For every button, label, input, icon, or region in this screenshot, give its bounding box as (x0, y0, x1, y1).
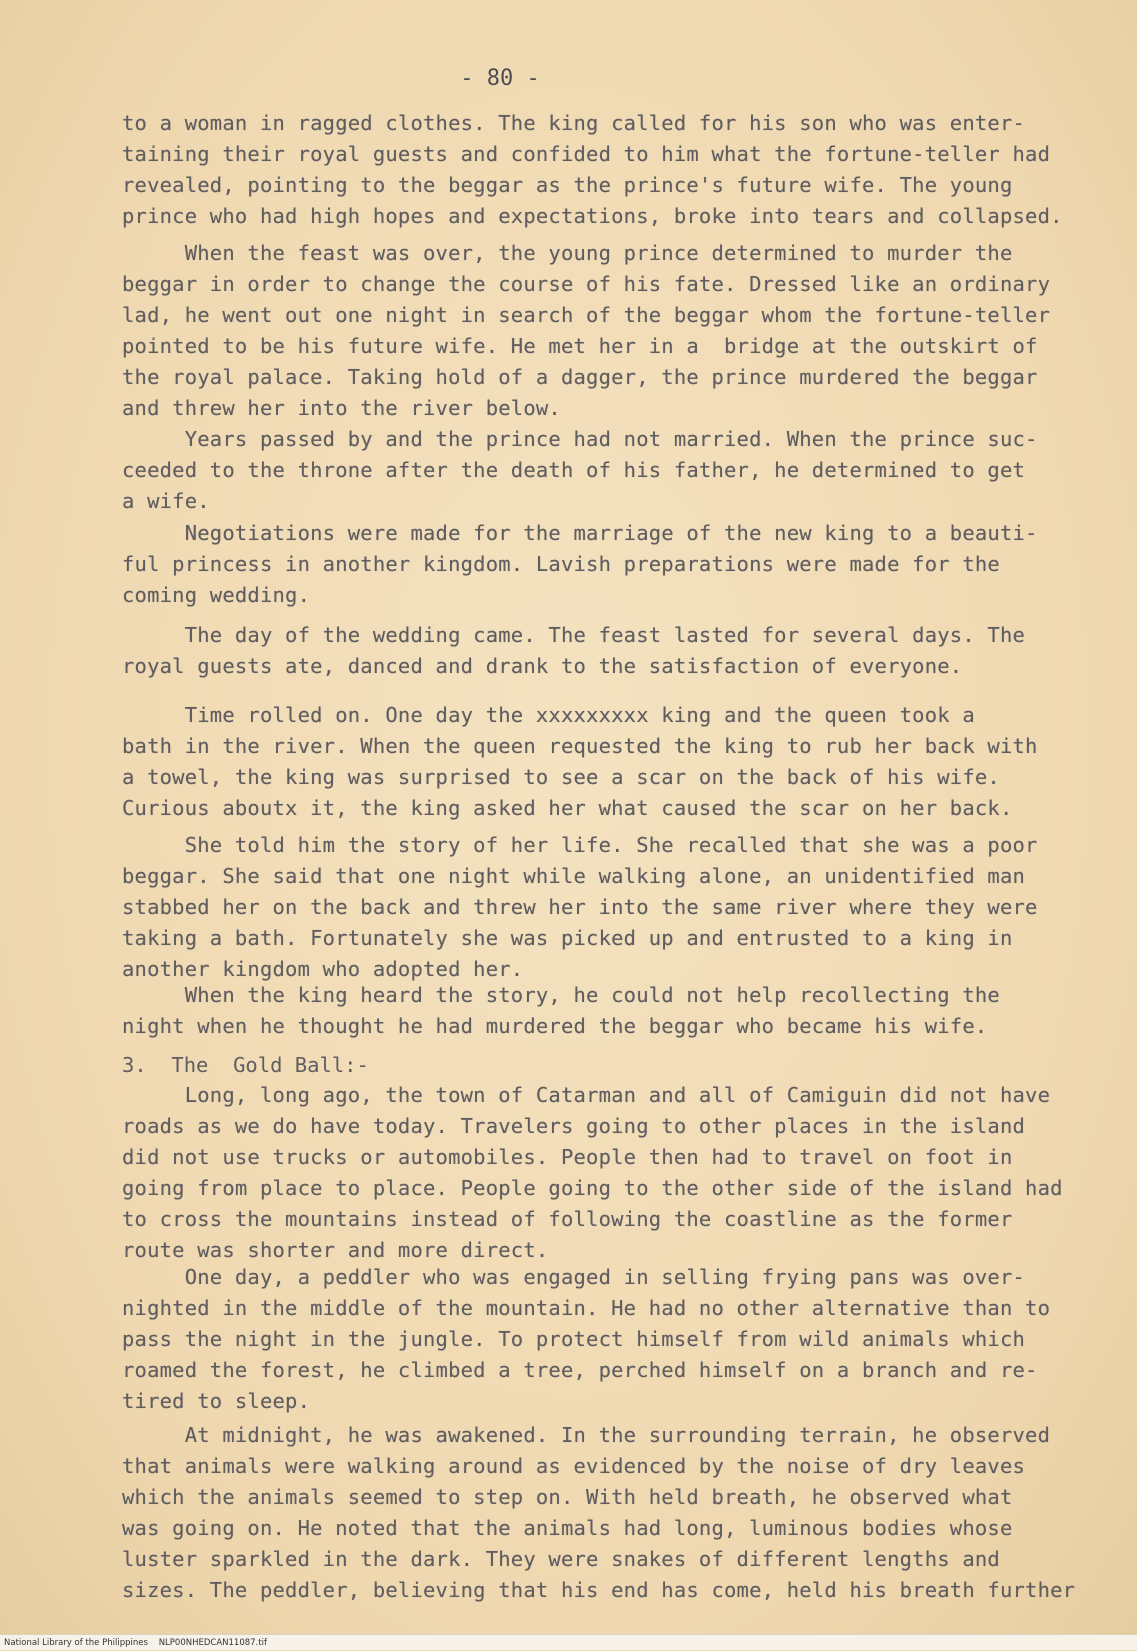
section-paragraph-2: One day, a peddler who was engaged in selling frying pans was over- nighted in the middle of the mountain. He had no other alternative than to pass the night in the jungle. To protect himself from wild animals which roamed the forest, he climbed a tree, perched himself on a branch and re- tired to sleep. (122, 1265, 1051, 1413)
paragraph-1: to a woman in ragged clothes. The king called for his son who was enter- taining their royal guests and confided to him what the fortune-teller had revealed, pointing to the beggar as the prince's future wife. The young prince who had high hopes and expectations, broke into tears and collapsed. (122, 111, 1063, 228)
paragraph-8: When the king heard the story, he could not help recollecting the night when he thought he had murdered the beggar who became his wife. (122, 983, 1000, 1038)
section-paragraph-1: Long, long ago, the town of Catarman and all of Camiguin did not have roads as we do have today. Travelers going to other places in the island did not use trucks or automobiles. People then had to travel on foot in going from place to place. People going to the other side of the island had to cross the mountains instead of following the coastline as the former route was shorter and more direct. (122, 1083, 1063, 1262)
paragraph-4: Negotiations were made for the marriage of the new king to a beauti- ful princess in another kingdom. Lavish preparations were made for the coming wedding. (122, 521, 1038, 607)
paragraph-2: When the feast was over, the young prince determined to murder the beggar in order to change the course of his fate. Dressed like an ordinary lad, he went out one night in search of the beggar whom the fortune-teller pointed to be his future wife. He met her in a bridge at the outskirt of the royal palace. Taking hold of a dagger, the prince murdered the beggar and threw her into the river below. (122, 241, 1051, 420)
section-heading: 3. The Gold Ball:- (122, 1053, 369, 1077)
archive-footer: National Library of the Philippines NLP00NHEDCAN11087.tif (0, 1634, 1137, 1650)
paragraph-6: Time rolled on. One day the xxxxxxxxx king and the queen took a bath in the river. When the queen requested the king to rub her back with a towel, the king was surprised to see a scar on the back of his wife. Curious aboutx it, the king asked her what caused the scar on her back. (122, 703, 1038, 820)
page-number: - 80 - (460, 66, 540, 91)
paragraph-3: Years passed by and the prince had not married. When the prince suc- ceeded to the throne after the death of his father, he determined to get a wife. (122, 427, 1038, 513)
section-paragraph-3: At midnight, he was awakened. In the surrounding terrain, he observed that animals were walking around as evidenced by the noise of dry leaves which the animals seemed to step on. With held breath, he observed what was going on. He noted that the animals had long, luminous bodies whose luster sparkled in the dark. They were snakes of different lengths and sizes. The peddler, believing that his end has come, held his breath further (122, 1423, 1076, 1602)
paragraph-7: She told him the story of her life. She recalled that she was a poor beggar. She said that one night while walking alone, an unidentified man stabbed her on the back and threw her into the same river where they were taking a bath. Fortunately she was picked up and entrusted to a king in another kingdom who adopted her. (122, 833, 1038, 981)
paragraph-5: The day of the wedding came. The feast lasted for several days. The royal guests ate, danced and drank to the satisfaction of everyone. (122, 623, 1026, 678)
